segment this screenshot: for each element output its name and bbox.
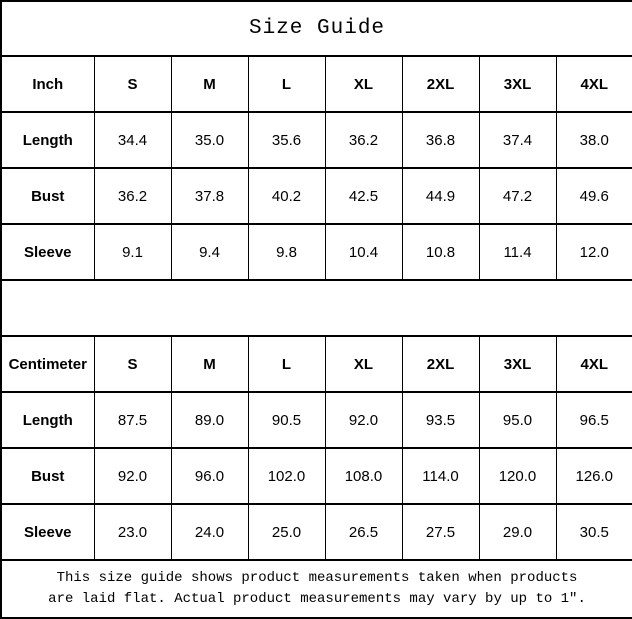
title-row: [1, 1, 632, 56]
cm-bust-s: 92.0: [94, 448, 171, 504]
footnote-row: [1, 560, 632, 618]
inch-bust-2xl: 44.9: [402, 168, 479, 224]
cm-size-l: L: [248, 336, 325, 392]
inch-length-2xl: 36.8: [402, 112, 479, 168]
inch-sleeve-2xl: 10.8: [402, 224, 479, 280]
inch-bust-3xl: 47.2: [479, 168, 556, 224]
cm-bust-row: [1, 448, 632, 504]
inch-size-3xl: 3XL: [479, 56, 556, 112]
inch-length-l: 35.6: [248, 112, 325, 168]
cm-length-4xl: 96.5: [556, 392, 632, 448]
cm-sleeve-m: 24.0: [171, 504, 248, 560]
cm-bust-xl: 108.0: [325, 448, 402, 504]
inch-size-s: S: [94, 56, 171, 112]
inch-bust-label: Bust: [1, 168, 94, 224]
inch-sleeve-m: 9.4: [171, 224, 248, 280]
cm-size-4xl: 4XL: [556, 336, 632, 392]
cm-header-row: [1, 336, 632, 392]
inch-length-row: [1, 112, 632, 168]
cm-size-m: M: [171, 336, 248, 392]
footnote-line-2: are laid flat. Actual product measurements may vary by up to 1″.: [48, 591, 586, 607]
cm-unit-header: Centimeter: [1, 336, 94, 392]
inch-sleeve-xl: 10.4: [325, 224, 402, 280]
inch-bust-s: 36.2: [94, 168, 171, 224]
inch-length-xl: 36.2: [325, 112, 402, 168]
inch-sleeve-l: 9.8: [248, 224, 325, 280]
footnote-line-1: This size guide shows product measurements taken when products: [56, 570, 578, 586]
inch-sleeve-label: Sleeve: [1, 224, 94, 280]
inch-size-m: M: [171, 56, 248, 112]
cm-size-s: S: [94, 336, 171, 392]
inch-sleeve-3xl: 11.4: [479, 224, 556, 280]
cm-length-label: Length: [1, 392, 94, 448]
inch-length-3xl: 37.4: [479, 112, 556, 168]
cm-length-l: 90.5: [248, 392, 325, 448]
cm-length-2xl: 93.5: [402, 392, 479, 448]
inch-length-label: Length: [1, 112, 94, 168]
page-title: Size Guide: [249, 17, 386, 40]
cm-sleeve-row: [1, 504, 632, 560]
inch-size-4xl: 4XL: [556, 56, 632, 112]
cm-sleeve-l: 25.0: [248, 504, 325, 560]
cm-length-row: [1, 392, 632, 448]
inch-header-row: [1, 56, 632, 112]
footnote: [1, 560, 632, 618]
cm-sleeve-4xl: 30.5: [556, 504, 632, 560]
inch-sleeve-s: 9.1: [94, 224, 171, 280]
cm-sleeve-s: 23.0: [94, 504, 171, 560]
cm-bust-l: 102.0: [248, 448, 325, 504]
inch-bust-row: [1, 168, 632, 224]
inch-size-xl: XL: [325, 56, 402, 112]
cm-length-s: 87.5: [94, 392, 171, 448]
inch-size-2xl: 2XL: [402, 56, 479, 112]
inch-bust-4xl: 49.6: [556, 168, 632, 224]
inch-bust-l: 40.2: [248, 168, 325, 224]
inch-sleeve-row: [1, 224, 632, 280]
cm-sleeve-xl: 26.5: [325, 504, 402, 560]
cm-sleeve-3xl: 29.0: [479, 504, 556, 560]
cm-length-3xl: 95.0: [479, 392, 556, 448]
cm-sleeve-2xl: 27.5: [402, 504, 479, 560]
cm-bust-2xl: 114.0: [402, 448, 479, 504]
cm-bust-label: Bust: [1, 448, 94, 504]
cm-size-2xl: 2XL: [402, 336, 479, 392]
cm-sleeve-label: Sleeve: [1, 504, 94, 560]
inch-bust-m: 37.8: [171, 168, 248, 224]
inch-unit-header: Inch: [1, 56, 94, 112]
inch-length-4xl: 38.0: [556, 112, 632, 168]
cm-bust-m: 96.0: [171, 448, 248, 504]
spacer-row: [1, 280, 632, 336]
cm-size-xl: XL: [325, 336, 402, 392]
cm-length-m: 89.0: [171, 392, 248, 448]
inch-length-m: 35.0: [171, 112, 248, 168]
cm-length-xl: 92.0: [325, 392, 402, 448]
cm-bust-4xl: 126.0: [556, 448, 632, 504]
inch-size-l: L: [248, 56, 325, 112]
inch-sleeve-4xl: 12.0: [556, 224, 632, 280]
inch-length-s: 34.4: [94, 112, 171, 168]
inch-bust-xl: 42.5: [325, 168, 402, 224]
spacer-cell: [1, 280, 632, 336]
cm-bust-3xl: 120.0: [479, 448, 556, 504]
cm-size-3xl: 3XL: [479, 336, 556, 392]
